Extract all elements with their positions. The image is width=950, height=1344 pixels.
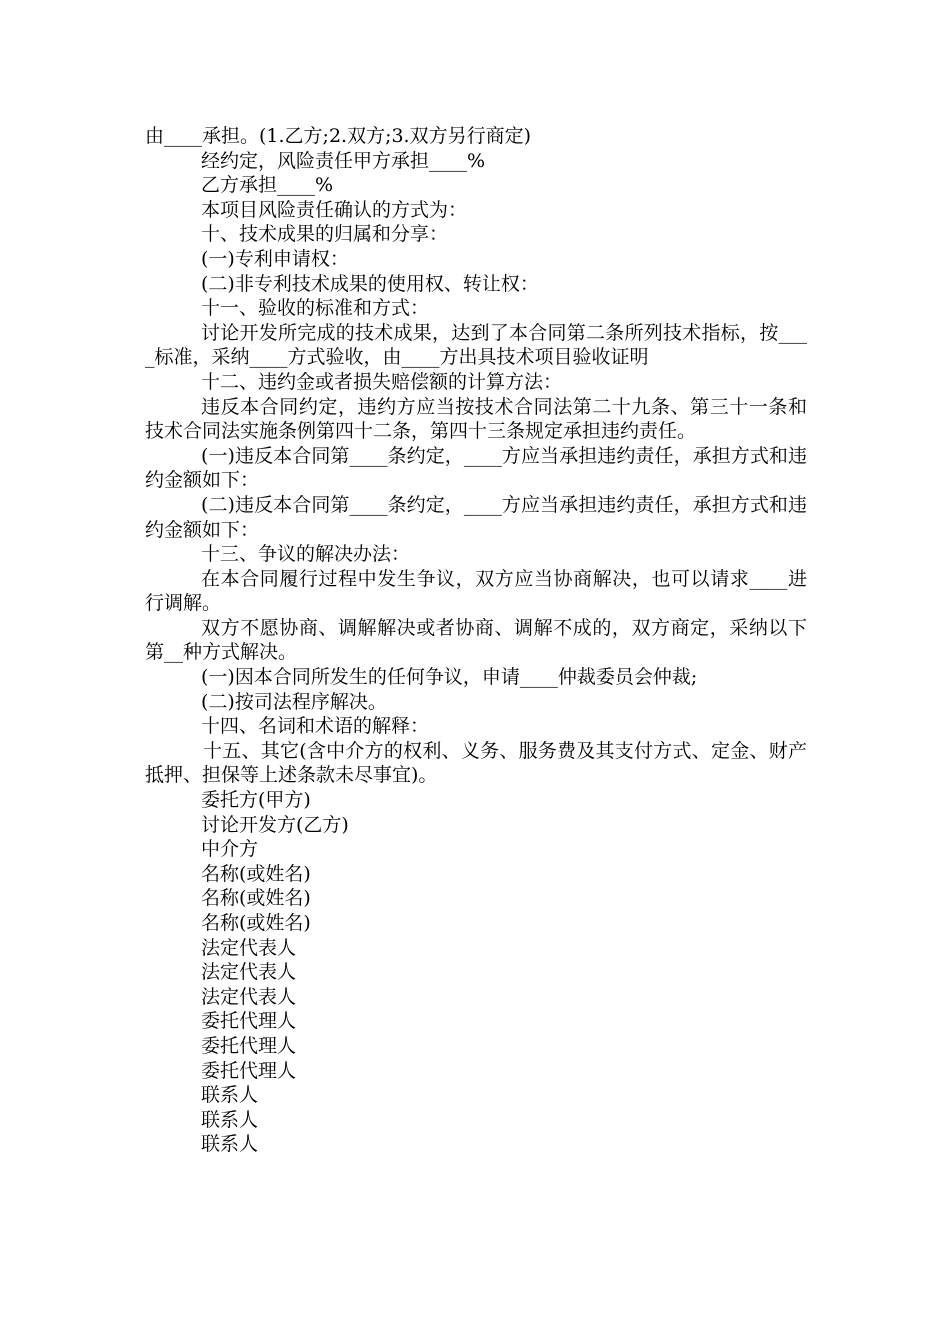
signature-intermediary: 中介方: [201, 838, 259, 861]
signature-agent-3: 委托代理人: [201, 1059, 297, 1082]
signature-legal-rep-1: 法定代表人: [201, 936, 297, 959]
signature-name-1: 名称(或姓名): [201, 862, 311, 885]
signature-name-3: 名称(或姓名): [201, 912, 311, 934]
signature-contact-2: 联系人: [201, 1108, 259, 1131]
paragraph-risk-confirmation: 本项目风险责任确认的方式为：: [201, 198, 468, 221]
signature-legal-rep-3: 法定代表人: [201, 985, 297, 1008]
signature-client: 委托方(甲方): [201, 789, 311, 812]
paragraph-risk-party-b: 乙方承担____%: [201, 174, 334, 197]
signature-contact-3: 联系人: [201, 1133, 259, 1156]
section-heading-11: 十一、验收的标准和方式：: [201, 297, 430, 320]
paragraph-risk-bearer: 由____承担。(1.乙方;2.双方;3.双方另行商定): [145, 125, 532, 147]
section-heading-14: 十四、名词和术语的解释：: [201, 715, 430, 738]
paragraph-nonpatent-right: (二)非专利技术成果的使用权、转让权：: [201, 272, 539, 295]
signature-legal-rep-2: 法定代表人: [201, 961, 297, 984]
paragraph-breach-item-1: (一)违反本合同第____条约定，____方应当承担违约责任，承担方式和违约金额如下：: [145, 444, 807, 492]
paragraph-breach: 违反本合同约定，违约方应当按技术合同法第二十九条、第三十一条和技术合同法实施条例第四十二条，第四十三条规定承担违约责任。: [145, 395, 807, 443]
section-heading-10: 十、技术成果的归属和分享：: [201, 223, 449, 246]
section-heading-12: 十二、违约金或者损失赔偿额的计算方法：: [201, 370, 563, 393]
paragraph-risk-party-a: 经约定，风险责任甲方承担____%: [201, 149, 486, 172]
paragraph-dispute-mediation: 在本合同履行过程中发生争议，双方应当协商解决，也可以请求____进行调解。: [145, 567, 807, 615]
section-heading-13: 十三、争议的解决办法：: [201, 543, 411, 566]
signature-developer: 讨论开发方(乙方): [201, 813, 349, 836]
section-heading-15: 十五、其它(含中介方的权利、义务、服务费及其支付方式、定金、财产抵押、担保等上述条款未尽事宜)。: [145, 739, 807, 787]
signature-agent-1: 委托代理人: [201, 1010, 297, 1033]
signature-contact-1: 联系人: [201, 1084, 259, 1107]
paragraph-acceptance: 讨论开发所完成的技术成果，达到了本合同第二条所列技术指标，按____标准，采纳____方式验收，由____方出具技术项目验收证明: [145, 321, 807, 369]
document-page: [145, 124, 807, 1157]
paragraph-judicial: (二)按司法程序解决。: [201, 690, 387, 713]
paragraph-arbitration: (一)因本合同所发生的任何争议，申请____仲裁委员会仲裁;: [201, 666, 698, 689]
paragraph-dispute-method: 双方不愿协商、调解解决或者协商、调解不成的，双方商定，采纳以下第__种方式解决。: [145, 616, 807, 664]
signature-agent-2: 委托代理人: [201, 1034, 297, 1057]
paragraph-patent-right: (一)专利申请权：: [201, 247, 349, 270]
paragraph-breach-item-2: (二)违反本合同第____条约定，____方应当承担违约责任，承担方式和违约金额如下：: [145, 493, 807, 541]
signature-name-2: 名称(或姓名): [201, 887, 311, 910]
